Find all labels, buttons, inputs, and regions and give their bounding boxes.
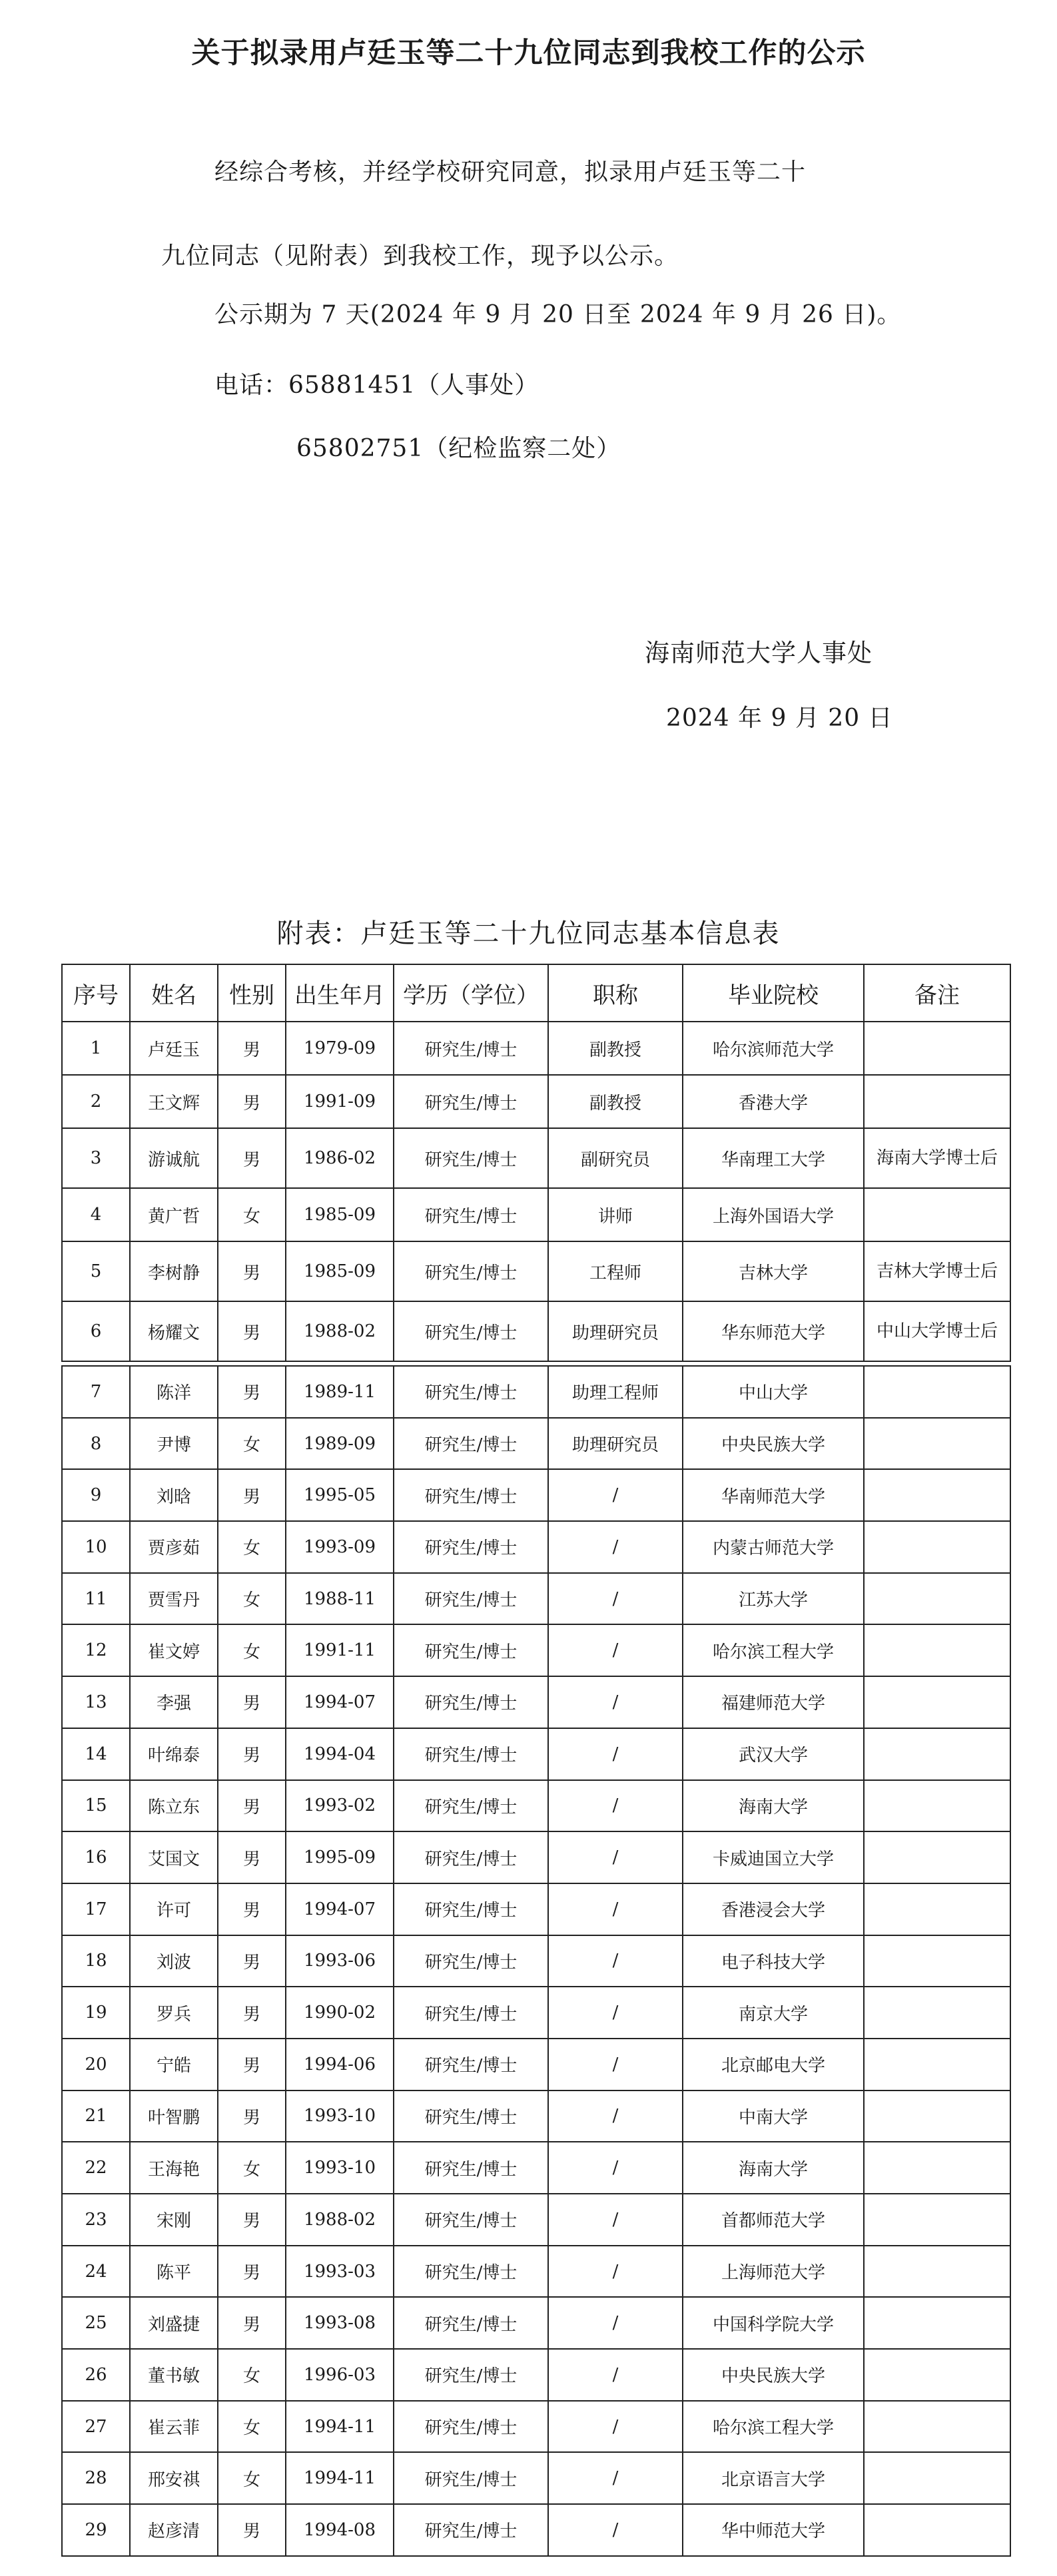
cell-degree: 研究生/博士 [394, 1241, 548, 1301]
cell-no: 5 [62, 1241, 130, 1301]
cell-name: 黄广哲 [130, 1188, 218, 1241]
cell-note [864, 1728, 1010, 1780]
cell-note [864, 1831, 1010, 1883]
cell-birth: 1989-09 [286, 1418, 394, 1470]
cell-name: 许可 [130, 1883, 218, 1935]
table-row [62, 1418, 1010, 1470]
cell-title: 副教授 [548, 1022, 683, 1075]
page-title: 关于拟录用卢廷玉等二十九位同志到我校工作的公示 [191, 37, 866, 70]
cell-no: 3 [62, 1128, 130, 1188]
cell-title: 副研究员 [548, 1128, 683, 1188]
cell-no: 17 [62, 1883, 130, 1935]
cell-no: 11 [62, 1573, 130, 1625]
cell-title: / [548, 1521, 683, 1573]
cell-title: 讲师 [548, 1188, 683, 1241]
cell-no: 18 [62, 1935, 130, 1987]
cell-note [864, 2246, 1010, 2298]
cell-note [864, 2297, 1010, 2349]
signature-department: 海南师范大学人事处 [645, 639, 873, 667]
cell-no: 26 [62, 2349, 130, 2401]
cell-note [864, 1188, 1010, 1241]
table-row [62, 2091, 1010, 2142]
cell-gender: 男 [218, 1128, 286, 1188]
cell-note [864, 1676, 1010, 1728]
header-title: 职称 [548, 964, 683, 1022]
cell-gender: 女 [218, 2401, 286, 2453]
cell-birth: 1995-09 [286, 1831, 394, 1883]
cell-school: 香港大学 [683, 1075, 864, 1128]
cell-degree: 研究生/博士 [394, 1676, 548, 1728]
table-row [62, 1883, 1010, 1935]
cell-birth: 1988-02 [286, 2194, 394, 2246]
cell-gender: 男 [218, 1469, 286, 1521]
cell-school: 卡威迪国立大学 [683, 1831, 864, 1883]
cell-school: 哈尔滨工程大学 [683, 1624, 864, 1676]
cell-note [864, 2091, 1010, 2142]
cell-name: 叶智鹏 [130, 2091, 218, 2142]
table-body-part-2 [62, 1366, 1010, 2556]
table-row [62, 1188, 1010, 1241]
table-row [62, 1469, 1010, 1521]
cell-birth: 1990-02 [286, 1987, 394, 2039]
cell-school: 香港浸会大学 [683, 1883, 864, 1935]
cell-degree: 研究生/博士 [394, 1831, 548, 1883]
cell-school: 中央民族大学 [683, 1418, 864, 1470]
body-paragraph-line-1: 经综合考核，并经学校研究同意，拟录用卢廷玉等二十 [214, 159, 807, 186]
cell-birth: 1989-11 [286, 1366, 394, 1418]
cell-school: 海南大学 [683, 2142, 864, 2194]
cell-degree: 研究生/博士 [394, 2452, 548, 2504]
cell-school: 哈尔滨师范大学 [683, 1022, 864, 1075]
header-name: 姓名 [130, 964, 218, 1022]
cell-school: 中国科学院大学 [683, 2297, 864, 2349]
cell-gender: 男 [218, 2297, 286, 2349]
table-row [62, 2452, 1010, 2504]
cell-birth: 1979-09 [286, 1022, 394, 1075]
cell-birth: 1994-08 [286, 2504, 394, 2556]
cell-note [864, 2194, 1010, 2246]
cell-note [864, 2039, 1010, 2091]
cell-note [864, 1780, 1010, 1832]
cell-no: 2 [62, 1075, 130, 1128]
cell-school: 华南师范大学 [683, 1469, 864, 1521]
cell-birth: 1993-09 [286, 1521, 394, 1573]
phone-line-1: 电话：65881451（人事处） [214, 372, 539, 399]
cell-birth: 1993-06 [286, 1935, 394, 1987]
table-row [62, 1521, 1010, 1573]
cell-school: 华东师范大学 [683, 1301, 864, 1361]
cell-name: 杨耀文 [130, 1301, 218, 1361]
cell-title: / [548, 2194, 683, 2246]
table-row [62, 2039, 1010, 2091]
cell-school: 江苏大学 [683, 1573, 864, 1625]
cell-gender: 女 [218, 1521, 286, 1573]
table-row [62, 1128, 1010, 1188]
cell-name: 尹博 [130, 1418, 218, 1470]
cell-title: / [548, 1573, 683, 1625]
cell-title: / [548, 2452, 683, 2504]
cell-school: 福建师范大学 [683, 1676, 864, 1728]
cell-name: 赵彦清 [130, 2504, 218, 2556]
cell-degree: 研究生/博士 [394, 1188, 548, 1241]
cell-degree: 研究生/博士 [394, 1366, 548, 1418]
cell-degree: 研究生/博士 [394, 1780, 548, 1832]
cell-no: 15 [62, 1780, 130, 1832]
cell-degree: 研究生/博士 [394, 1521, 548, 1573]
cell-gender: 男 [218, 2039, 286, 2091]
cell-school: 华南理工大学 [683, 1128, 864, 1188]
publicity-period: 公示期为 7 天(2024 年 9 月 20 日至 2024 年 9 月 26 日)。 [214, 301, 902, 328]
cell-degree: 研究生/博士 [394, 2194, 548, 2246]
cell-school: 华中师范大学 [683, 2504, 864, 2556]
cell-no: 23 [62, 2194, 130, 2246]
table-row [62, 1301, 1010, 1361]
table-caption: 附表：卢廷玉等二十九位同志基本信息表 [276, 918, 781, 949]
cell-gender: 男 [218, 2504, 286, 2556]
cell-school: 上海外国语大学 [683, 1188, 864, 1241]
cell-gender: 男 [218, 1831, 286, 1883]
cell-name: 陈洋 [130, 1366, 218, 1418]
cell-title: / [548, 1728, 683, 1780]
cell-no: 28 [62, 2452, 130, 2504]
cell-degree: 研究生/博士 [394, 1418, 548, 1470]
cell-birth: 1994-07 [286, 1676, 394, 1728]
cell-title: 助理工程师 [548, 1366, 683, 1418]
cell-degree: 研究生/博士 [394, 1624, 548, 1676]
cell-name: 李强 [130, 1676, 218, 1728]
cell-birth: 1986-02 [286, 1128, 394, 1188]
cell-school: 北京语言大学 [683, 2452, 864, 2504]
cell-no: 21 [62, 2091, 130, 2142]
cell-note [864, 1075, 1010, 1128]
cell-degree: 研究生/博士 [394, 1935, 548, 1987]
cell-note [864, 1573, 1010, 1625]
cell-title: 副教授 [548, 1075, 683, 1128]
cell-degree: 研究生/博士 [394, 1301, 548, 1361]
cell-name: 陈平 [130, 2246, 218, 2298]
cell-name: 卢廷玉 [130, 1022, 218, 1075]
cell-title: / [548, 1987, 683, 2039]
cell-name: 王海艳 [130, 2142, 218, 2194]
cell-degree: 研究生/博士 [394, 1728, 548, 1780]
cell-note [864, 1469, 1010, 1521]
cell-title: / [548, 1624, 683, 1676]
cell-school: 中山大学 [683, 1366, 864, 1418]
cell-gender: 男 [218, 1987, 286, 2039]
cell-degree: 研究生/博士 [394, 1883, 548, 1935]
cell-no: 29 [62, 2504, 130, 2556]
table-row [62, 1573, 1010, 1625]
table-row [62, 2504, 1010, 2556]
cell-note [864, 2349, 1010, 2401]
cell-birth: 1985-09 [286, 1188, 394, 1241]
table-row [62, 1935, 1010, 1987]
table-row [62, 2297, 1010, 2349]
cell-degree: 研究生/博士 [394, 1075, 548, 1128]
cell-degree: 研究生/博士 [394, 1987, 548, 2039]
cell-gender: 女 [218, 2349, 286, 2401]
cell-birth: 1993-02 [286, 1780, 394, 1832]
cell-school: 首都师范大学 [683, 2194, 864, 2246]
cell-no: 22 [62, 2142, 130, 2194]
table-row [62, 1676, 1010, 1728]
cell-birth: 1994-06 [286, 2039, 394, 2091]
cell-birth: 1994-11 [286, 2401, 394, 2453]
cell-name: 王文辉 [130, 1075, 218, 1128]
cell-degree: 研究生/博士 [394, 2349, 548, 2401]
cell-title: / [548, 1831, 683, 1883]
cell-degree: 研究生/博士 [394, 2297, 548, 2349]
cell-title: / [548, 2349, 683, 2401]
cell-title: / [548, 2401, 683, 2453]
table-row [62, 1241, 1010, 1301]
cell-birth: 1993-10 [286, 2091, 394, 2142]
table-row [62, 1987, 1010, 2039]
table-row [62, 2246, 1010, 2298]
cell-note [864, 1521, 1010, 1573]
cell-name: 叶绵泰 [130, 1728, 218, 1780]
cell-title: / [548, 2504, 683, 2556]
cell-school: 上海师范大学 [683, 2246, 864, 2298]
cell-no: 8 [62, 1418, 130, 1470]
cell-no: 7 [62, 1366, 130, 1418]
cell-gender: 女 [218, 2452, 286, 2504]
cell-gender: 男 [218, 1935, 286, 1987]
cell-no: 24 [62, 2246, 130, 2298]
cell-degree: 研究生/博士 [394, 2142, 548, 2194]
cell-no: 20 [62, 2039, 130, 2091]
table-body-part-1 [62, 1022, 1010, 1361]
header-no: 序号 [62, 964, 130, 1022]
cell-no: 1 [62, 1022, 130, 1075]
cell-no: 16 [62, 1831, 130, 1883]
table-row [62, 2142, 1010, 2194]
cell-gender: 男 [218, 1676, 286, 1728]
table-row [62, 1780, 1010, 1832]
table-row [62, 1022, 1010, 1075]
header-degree: 学历（学位） [394, 964, 548, 1022]
cell-no: 14 [62, 1728, 130, 1780]
body-paragraph-line-2: 九位同志（见附表）到我校工作，现予以公示。 [161, 242, 679, 270]
cell-title: / [548, 2246, 683, 2298]
cell-name: 陈立东 [130, 1780, 218, 1832]
cell-name: 李树静 [130, 1241, 218, 1301]
cell-gender: 女 [218, 1624, 286, 1676]
cell-title: / [548, 1676, 683, 1728]
cell-name: 宋刚 [130, 2194, 218, 2246]
cell-degree: 研究生/博士 [394, 2504, 548, 2556]
cell-no: 4 [62, 1188, 130, 1241]
cell-gender: 女 [218, 1188, 286, 1241]
cell-note [864, 1935, 1010, 1987]
signature-date: 2024 年 9 月 20 日 [666, 705, 893, 732]
cell-gender: 男 [218, 1075, 286, 1128]
cell-school: 吉林大学 [683, 1241, 864, 1301]
info-table-part-2 [61, 1365, 1011, 2557]
cell-gender: 男 [218, 1301, 286, 1361]
cell-school: 北京邮电大学 [683, 2039, 864, 2091]
cell-name: 艾国文 [130, 1831, 218, 1883]
table-row [62, 2349, 1010, 2401]
cell-degree: 研究生/博士 [394, 1128, 548, 1188]
cell-note [864, 2452, 1010, 2504]
cell-birth: 1988-02 [286, 1301, 394, 1361]
info-table-part-1 [61, 964, 1011, 1362]
cell-name: 崔云菲 [130, 2401, 218, 2453]
cell-gender: 男 [218, 1366, 286, 1418]
cell-birth: 1994-04 [286, 1728, 394, 1780]
cell-no: 6 [62, 1301, 130, 1361]
cell-birth: 1994-11 [286, 2452, 394, 2504]
cell-title: 助理研究员 [548, 1301, 683, 1361]
cell-degree: 研究生/博士 [394, 2246, 548, 2298]
cell-birth: 1985-09 [286, 1241, 394, 1301]
cell-note [864, 1022, 1010, 1075]
cell-note [864, 1366, 1010, 1418]
cell-degree: 研究生/博士 [394, 1573, 548, 1625]
cell-gender: 男 [218, 1022, 286, 1075]
cell-no: 10 [62, 1521, 130, 1573]
cell-name: 宁皓 [130, 2039, 218, 2091]
cell-birth: 1995-05 [286, 1469, 394, 1521]
cell-name: 贾雪丹 [130, 1573, 218, 1625]
cell-no: 25 [62, 2297, 130, 2349]
cell-school: 电子科技大学 [683, 1935, 864, 1987]
cell-title: / [548, 2091, 683, 2142]
cell-gender: 男 [218, 2194, 286, 2246]
table-row [62, 2194, 1010, 2246]
cell-birth: 1988-11 [286, 1573, 394, 1625]
cell-name: 游诚航 [130, 1128, 218, 1188]
cell-name: 罗兵 [130, 1987, 218, 2039]
cell-title: / [548, 1883, 683, 1935]
cell-note [864, 1418, 1010, 1470]
cell-title: / [548, 1469, 683, 1521]
cell-note [864, 2504, 1010, 2556]
cell-gender: 女 [218, 1418, 286, 1470]
table-row [62, 1728, 1010, 1780]
cell-no: 13 [62, 1676, 130, 1728]
cell-title: / [548, 2039, 683, 2091]
cell-note: 吉林大学博士后 [864, 1241, 1010, 1301]
cell-birth: 1994-07 [286, 1883, 394, 1935]
cell-birth: 1996-03 [286, 2349, 394, 2401]
cell-birth: 1991-09 [286, 1075, 394, 1128]
cell-degree: 研究生/博士 [394, 2091, 548, 2142]
cell-school: 中南大学 [683, 2091, 864, 2142]
cell-degree: 研究生/博士 [394, 2039, 548, 2091]
cell-note [864, 1987, 1010, 2039]
cell-gender: 女 [218, 2142, 286, 2194]
cell-birth: 1993-08 [286, 2297, 394, 2349]
cell-note [864, 2142, 1010, 2194]
table-row [62, 1831, 1010, 1883]
cell-gender: 男 [218, 1728, 286, 1780]
phone-line-2: 65802751（纪检监察二处） [296, 435, 621, 462]
cell-gender: 男 [218, 2091, 286, 2142]
cell-school: 海南大学 [683, 1780, 864, 1832]
header-gender: 性别 [218, 964, 286, 1022]
table-row [62, 1075, 1010, 1128]
cell-note: 中山大学博士后 [864, 1301, 1010, 1361]
cell-gender: 女 [218, 1573, 286, 1625]
table-row [62, 1366, 1010, 1418]
cell-title: / [548, 2142, 683, 2194]
cell-title: 工程师 [548, 1241, 683, 1301]
cell-gender: 男 [218, 2246, 286, 2298]
cell-no: 9 [62, 1469, 130, 1521]
cell-birth: 1993-10 [286, 2142, 394, 2194]
cell-title: 助理研究员 [548, 1418, 683, 1470]
cell-degree: 研究生/博士 [394, 1469, 548, 1521]
cell-name: 崔文婷 [130, 1624, 218, 1676]
cell-school: 南京大学 [683, 1987, 864, 2039]
header-note: 备注 [864, 964, 1010, 1022]
table-row [62, 2401, 1010, 2453]
cell-name: 刘盛捷 [130, 2297, 218, 2349]
cell-gender: 男 [218, 1241, 286, 1301]
cell-name: 贾彦茹 [130, 1521, 218, 1573]
cell-note: 海南大学博士后 [864, 1128, 1010, 1188]
cell-school: 哈尔滨工程大学 [683, 2401, 864, 2453]
cell-school: 武汉大学 [683, 1728, 864, 1780]
cell-name: 董书敏 [130, 2349, 218, 2401]
cell-note [864, 2401, 1010, 2453]
cell-birth: 1991-11 [286, 1624, 394, 1676]
cell-school: 中央民族大学 [683, 2349, 864, 2401]
cell-degree: 研究生/博士 [394, 2401, 548, 2453]
cell-degree: 研究生/博士 [394, 1022, 548, 1075]
cell-title: / [548, 2297, 683, 2349]
header-school: 毕业院校 [683, 964, 864, 1022]
cell-school: 内蒙古师范大学 [683, 1521, 864, 1573]
table-header-row [62, 964, 1010, 1022]
cell-gender: 男 [218, 1883, 286, 1935]
cell-no: 12 [62, 1624, 130, 1676]
cell-title: / [548, 1935, 683, 1987]
cell-note [864, 1624, 1010, 1676]
cell-no: 27 [62, 2401, 130, 2453]
header-birth: 出生年月 [286, 964, 394, 1022]
cell-title: / [548, 1780, 683, 1832]
cell-birth: 1993-03 [286, 2246, 394, 2298]
cell-gender: 男 [218, 1780, 286, 1832]
cell-name: 刘晗 [130, 1469, 218, 1521]
table-row [62, 1624, 1010, 1676]
cell-name: 刘波 [130, 1935, 218, 1987]
cell-note [864, 1883, 1010, 1935]
cell-no: 19 [62, 1987, 130, 2039]
cell-name: 邢安祺 [130, 2452, 218, 2504]
